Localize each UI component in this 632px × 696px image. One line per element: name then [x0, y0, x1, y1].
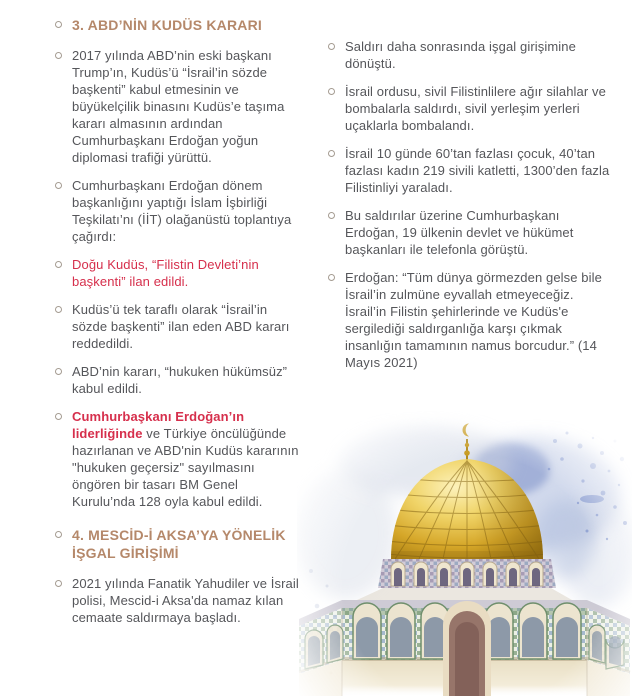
section-heading-text: 4. MESCİD-İ AKSA’YA YÖNELİK İŞGAL GİRİŞİMİ: [72, 527, 286, 561]
bullet-item-text: Saldırı daha sonrasında işgal girişimine dönüştü.: [345, 39, 576, 71]
bullet-item-text: [72, 408, 301, 510]
bullet-item-text: Erdoğan: “Tüm dünya görmezden gelse bile İsrail’in zulmüne eyvallah etmeyeceğiz. İsrail’in Filistin şehirlerinde ve Kudüs'e sergilediği saldırganlığa karşı çıkmak insanlığın tamamının namus borcudur.” (14 Mayıs 2021): [345, 270, 602, 370]
bullet-icon: [328, 150, 335, 157]
bullet-item: [328, 145, 614, 196]
bullet-item-text: İsrail 10 günde 60’tan fazlası çocuk, 40’tan fazlası kadın 219 sivili katletti, 1300’den fazla Filistinliyi yaraladı.: [345, 146, 610, 195]
bullet-icon: [55, 261, 62, 268]
section-heading-abd-kudus-karari: [55, 16, 301, 34]
bullet-item-text: Doğu Kudüs, “Filistin Devleti’nin başkenti” ilan edildi.: [72, 257, 259, 289]
bullet-item: [328, 207, 614, 258]
bullet-icon: [55, 182, 62, 189]
bullet-item-text: 2021 yılında Fanatik Yahudiler ve İsrail polisi, Mescid-i Aksa'da namaz kılan cemaate saldırmaya başladı.: [72, 576, 299, 625]
bullet-item-text: Cumhurbaşkanı Erdoğan dönem başkanlığını yaptığı İslam İşbirliği Teşkilatı’nı (İİT) olağanüstü toplantıya çağırdı:: [72, 178, 292, 244]
bullet-item-mixed-emphasis: [55, 408, 301, 510]
bullet-icon: [55, 306, 62, 313]
bullet-icon: [55, 368, 62, 375]
section-heading-text: 3. ABD’NİN KUDÜS KARARI: [72, 17, 262, 33]
bullet-item: [55, 177, 301, 245]
bullet-item-text: 2017 yılında ABD’nin eski başkanı Trump’ın, Kudüs’ü “İsrail’in sözde başkenti” kabul etmesinin ve büyükelçilik binasını Kudüs’e taşıma kararı almasının ardından Cumhurbaşkanı Erdoğan yoğun diplomasi trafiği yürüttü.: [72, 48, 285, 165]
bullet-icon: [55, 580, 62, 587]
bullet-icon: [55, 531, 62, 538]
bullet-item: [55, 301, 301, 352]
bullet-icon: [328, 88, 335, 95]
bullet-item: [328, 38, 614, 72]
bullet-item: [55, 575, 301, 626]
bullet-item-text: ABD’nin kararı, “hukuken hükümsüz” kabul edildi.: [72, 364, 288, 396]
bullet-item: [328, 269, 614, 371]
dome-of-the-rock-illustration: [297, 411, 632, 696]
emphasis-rest: ve Türkiye öncülüğünde hazırlanan ve ABD'nin Kudüs kararının "hukuken geçersiz" sayılmasını öngören bir tasarı BM Genel Kurulu’nda 128 oyla kabul edildi.: [72, 426, 299, 509]
bullet-item: [55, 363, 301, 397]
bullet-icon: [328, 274, 335, 281]
section-heading-mescidi-aksa: [55, 526, 301, 562]
left-column: [55, 16, 301, 637]
bullet-icon: [55, 21, 62, 28]
bullet-item: [55, 47, 301, 166]
bullet-icon: [328, 212, 335, 219]
bullet-item-text: Kudüs’ü tek taraflı olarak “İsrail’in sözde başkenti” ilan eden ABD kararı reddedildi.: [72, 302, 290, 351]
bullet-item-text: İsrail ordusu, sivil Filistinlilere ağır silahlar ve bombalarla saldırdı, sivil yerleşim yerleri uçaklarla bombalandı.: [345, 84, 606, 133]
bullet-icon: [328, 43, 335, 50]
right-column: [328, 38, 614, 382]
emphasis-red-bold: Cumhurbaşkanı Erdoğan’ın liderliğinde: [72, 409, 245, 441]
bullet-item: [328, 83, 614, 134]
bullet-item-text: Bu saldırılar üzerine Cumhurbaşkanı Erdoğan, 19 ülkenin devlet ve hükümet başkanları ile telefonla görüştü.: [345, 208, 574, 257]
bullet-item-highlight-red: [55, 256, 301, 290]
bullet-icon: [55, 52, 62, 59]
bullet-icon: [55, 413, 62, 420]
